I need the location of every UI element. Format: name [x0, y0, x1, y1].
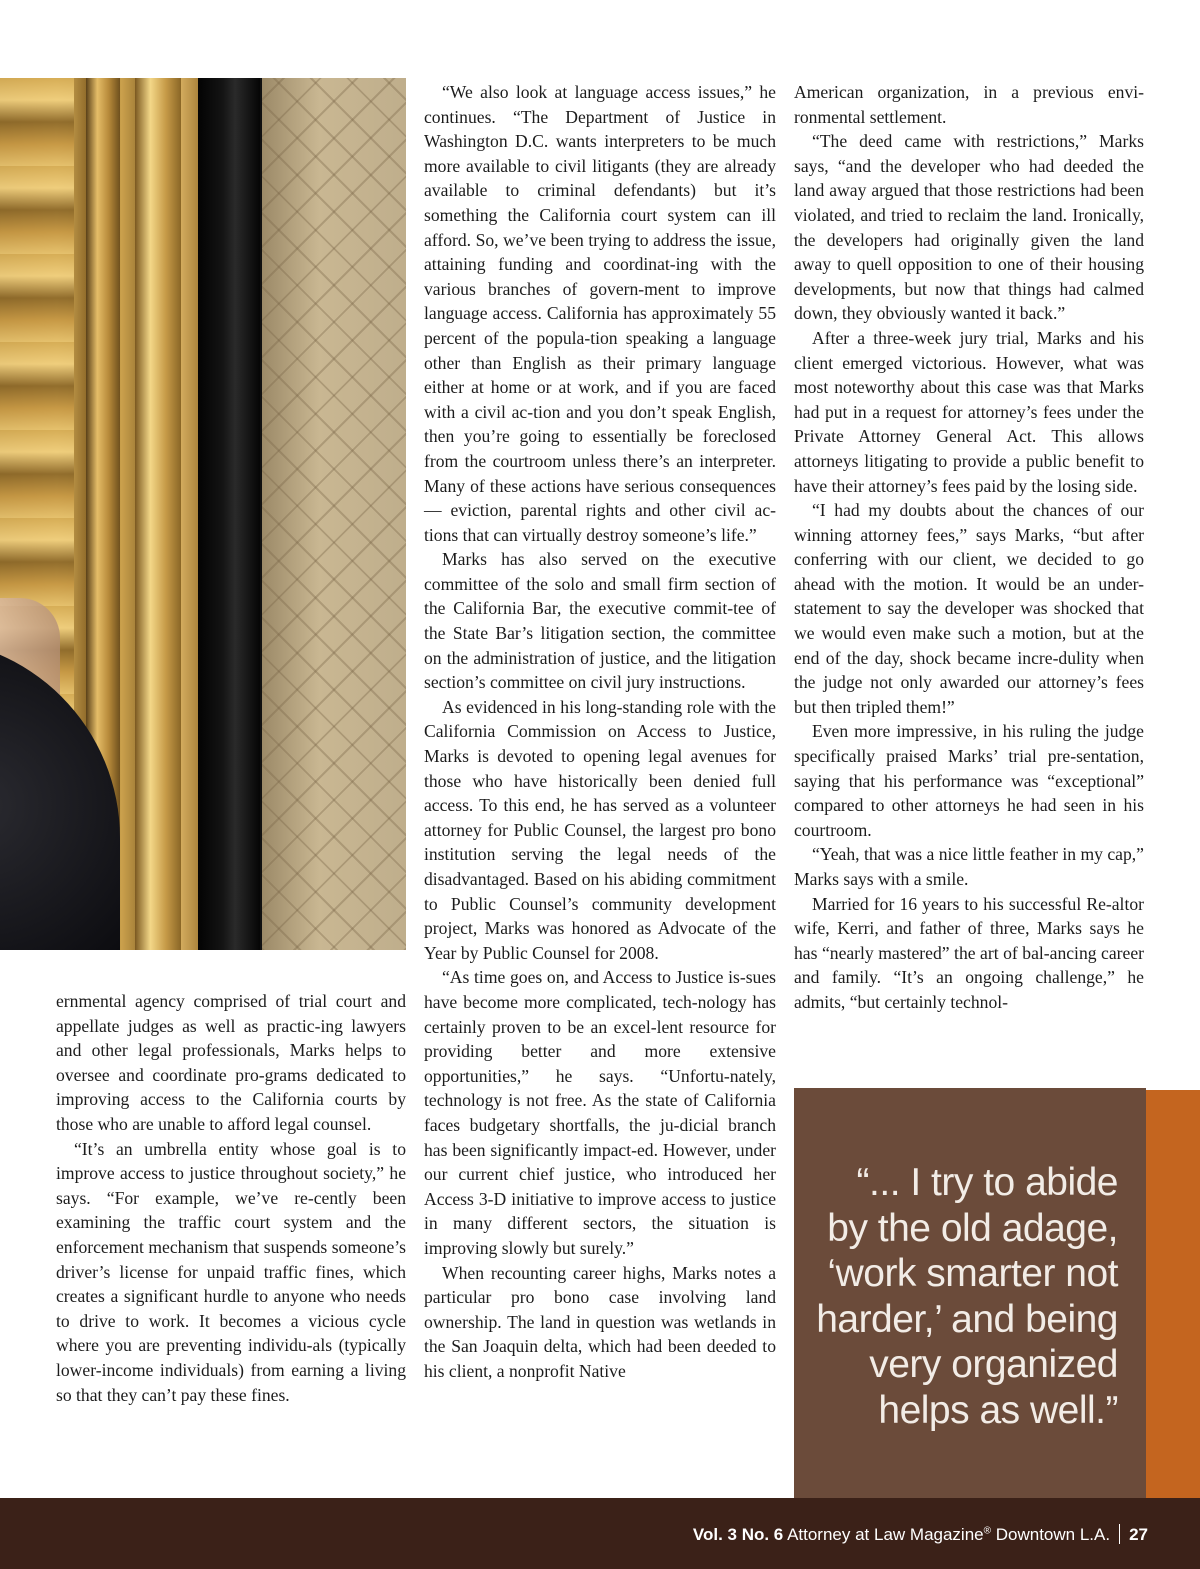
paragraph: Marks has also served on the executive committee of the solo and small firm section of the California Bar, the executive commit-tee of the State Bar’s litigation section, the committee on the administration of justice, and the litigation section’s committee on civil jury instructions.	[424, 549, 776, 693]
paragraph: “Yeah, that was a nice little feather in my cap,” Marks says with a smile.	[794, 844, 1144, 889]
paragraph: After a three-week jury trial, Marks and his client emerged victorious. However, what was most noteworthy about this case was that Marks had put in a request for attorney’s fees under the Private Attorney General Act. This allows attorneys litigating to provide a public benefit to have their attorney’s fees paid by the losing side.	[794, 327, 1144, 496]
paragraph: “It’s an umbrella entity whose goal is to improve access to justice throughout society,” he says. “For example, we’ve re-cently been examining the traffic court system and the enforcement mechanism that suspends someone’s driver’s license for unpaid traffic fines, which creates a significant hurdle to anyone who needs to drive to work. It becomes a vicious cycle where you are preventing individu-als (typically lower-income individuals) from earning a living so that they can’t pay these fines.	[56, 1138, 406, 1405]
gold-frame-molding	[135, 78, 181, 950]
paragraph: “As time goes on, and Access to Justice is-sues have become more complicated, tech-nology has certainly proven to be an excel-lent resource for providing better and more extensive opportunities,” he says. “Unfortu-nately, technology is not free. As the state of California faces budgetary shortfalls, the ju-dicial branch has been significantly impact-ed. However, under our current chief justice, who introduced her Access 3-D initiative to improve access to justice in many different sectors, the situation is improving slowly but surely.”	[424, 967, 776, 1258]
footer-edition: Downtown L.A.	[995, 1525, 1111, 1544]
pull-quote-line: very organized	[869, 1343, 1118, 1386]
registered-mark: ®	[983, 1525, 991, 1537]
paragraph: “I had my doubts about the chances of our winning attorney fees,” says Marks, “but after conferring with our client, we decided to go ahead with the motion. It would be an under-statement to say the developer was shocked that we would even make such a motion, but at the end of the day, shock became incre-dulity when the judge not only awarded our attorney’s fees but then tripled them!”	[794, 500, 1144, 717]
footer-folio	[693, 1524, 1148, 1545]
paragraph: Even more impressive, in his ruling the judge specifically praised Marks’ trial pre-sentation, saying that his performance was “exceptional” compared to other attorneys he had seen in his courtroom.	[794, 721, 1144, 840]
pull-quote-line: by the old adage,	[827, 1206, 1118, 1250]
paragraph: As evidenced in his long-standing role with the California Commission on Access to Justice, Marks is devoted to opening legal avenues for those who have historically been denied full access. To this end, he has served as a volunteer attorney for Public Counsel, the largest pro bono institution serving the legal needs of the disadvantaged. Based on his abiding commitment to Public Counsel’s community development project, Marks was honored as Advocate of the Year by Public Counsel for 2008.	[424, 696, 776, 963]
pull-quote-line: helps as well.”	[878, 1388, 1118, 1432]
article-column-middle	[424, 80, 776, 1383]
portrait-photo	[0, 78, 406, 950]
pull-quote-line: ‘work smarter not	[827, 1252, 1118, 1295]
page-footer	[0, 1498, 1200, 1569]
paragraph: “We also look at language access issues,” he continues. “The Department of Justice in Washington D.C. wants interpreters to be much more available to civil litigants (they are already available to criminal defendants) but it’s something the California court system can ill afford. So, we’ve been trying to address the issue, attaining funding and coordinat-ing with the various branches of govern-ment to improve language access. California has approximately 55 percent of the popula-tion speaking a language other than English as their primary language either at home or at work, and if you are faced with a civil ac-tion and you don’t speak English, then you’re going to essentially be foreclosed from the courtroom unless there’s an interpreter. Many of these actions have serious consequences — eviction, parental rights and other civil ac-tions that can virtually destroy someone’s life.”	[424, 82, 776, 545]
pull-quote-line: “... I try to abide	[856, 1161, 1118, 1204]
article-column-left	[56, 989, 406, 1407]
footer-divider	[1119, 1524, 1120, 1544]
footer-magazine: Attorney at Law Magazine	[787, 1525, 984, 1544]
pull-quote-line: harder,’ and being	[816, 1297, 1118, 1341]
accent-bar	[1146, 1090, 1200, 1498]
paragraph: Married for 16 years to his successful Re-altor wife, Kerri, and father of three, Marks says he has “nearly mastered” the art of bal-ancing career and family. “It’s an ongoing challenge,” he admits, “but certainly technol-	[794, 893, 1144, 1012]
paragraph: American organization, in a previous envi-ronmental settlement.	[794, 82, 1144, 127]
pull-quote	[808, 1160, 1118, 1433]
page-number: 27	[1129, 1525, 1148, 1544]
paragraph: When recounting career highs, Marks notes a particular pro bono case involving land ownership. The land in question was wetlands in the San Joaquin delta, which had been deeded to his client, a nonprofit Native	[424, 1262, 776, 1381]
paragraph: ernmental agency comprised of trial court and appellate judges as well as practic-ing lawyers and other legal professionals, Marks helps to oversee and coordinate pro-grams dedicated to improving access to the California courts by those who are unable to afford legal counsel.	[56, 991, 406, 1134]
pull-quote-box	[794, 1088, 1146, 1498]
dark-panel	[198, 78, 260, 950]
article-column-right	[794, 80, 1144, 1015]
footer-volume: Vol. 3 No. 6	[692, 1525, 784, 1544]
paragraph: “The deed came with restrictions,” Marks says, “and the developer who had deeded the land away argued that those restrictions had been violated, and tried to reclaim the land. Ironically, the developers had originally given the land away to quell opposition to one of their housing developments, but now that things had calmed down, they obviously wanted it back.”	[794, 131, 1144, 324]
lattice-screen	[262, 78, 406, 950]
